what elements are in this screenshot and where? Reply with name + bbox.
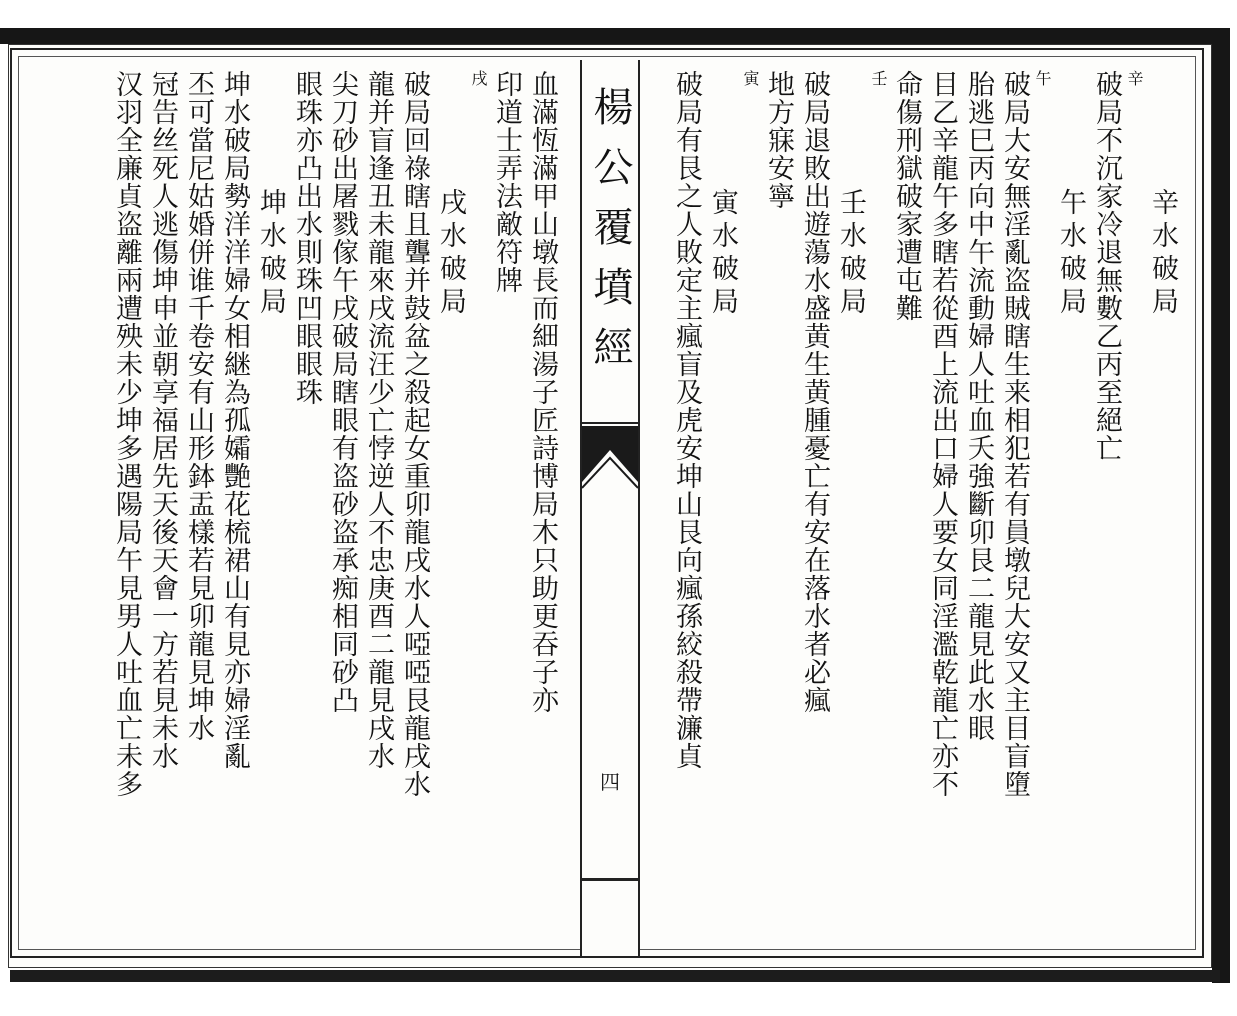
- fold-rule-bottom: [582, 878, 638, 881]
- text-column: 龍并盲逢丑未龍來戌流汪少亡悖逆人不忠庚酉二龍見戌水: [363, 70, 394, 770]
- margin-note: 午: [1033, 70, 1052, 87]
- margin-note: 戌: [469, 70, 488, 87]
- text-column: 丕可當尼姑婚併谁千卷安有山形鉢盂樣若見卯龍見坤水: [183, 70, 214, 742]
- fishtail-mark: [582, 422, 638, 512]
- text-column: 破局大安無淫亂盗賊瞎生来相犯若有員墩兒大安又主目盲墮: [999, 70, 1030, 798]
- text-column: 目乙辛龍午多瞎若從酉上流出口婦人要女同淫濫乾龍亡亦不: [927, 70, 958, 798]
- text-column: 血滿恆滿甲山墩長而細湯子匠詩博局木只助更吞子亦: [527, 70, 558, 714]
- book-title: 楊公覆墳經: [587, 86, 633, 386]
- margin-note: 壬: [869, 70, 888, 87]
- text-column: 命傷刑獄破家遭屯難: [891, 70, 922, 322]
- section-heading-xin: 辛水破局: [1147, 188, 1178, 320]
- book-title-block: [582, 70, 638, 410]
- text-column: 冠告丝死人逃傷坤申並朝享福居先天後天會一方若見未水: [147, 70, 178, 770]
- right-page-text: [660, 70, 1180, 940]
- text-column: 破局有艮之人敗定主瘋盲及虎安坤山艮向瘋孫絞殺帶濂貞: [671, 70, 702, 770]
- section-heading-kun: 坤水破局: [255, 188, 286, 320]
- section-heading-yin: 寅水破局: [707, 188, 738, 320]
- scan-shadow-bottom: [10, 970, 1220, 982]
- text-column: 破局不沉家冷退無數乙丙至絕亡: [1091, 70, 1122, 462]
- text-column: 地方寐安寧: [763, 70, 794, 210]
- scan-shadow-right: [1212, 28, 1230, 983]
- scan-shadow-top: [0, 28, 1222, 44]
- margin-note: 辛: [1125, 70, 1144, 87]
- section-heading-xu: 戌水破局: [435, 188, 466, 320]
- text-column: 坤水破局勢洋洋婦女相継為孤孀艷花梳裙山有見亦婦淫亂: [219, 70, 250, 770]
- page-number: 四: [600, 770, 620, 794]
- section-heading-wu: 午水破局: [1055, 188, 1086, 320]
- text-column: 胎逃巳丙向中午流動婦人吐血夭強斷卯艮二龍見此水眼: [963, 70, 994, 742]
- margin-note: 寅: [741, 70, 760, 87]
- text-column: 印道士弄法敵符牌: [491, 70, 522, 294]
- page-fold-center: [580, 60, 640, 956]
- text-column: 汉羽全廉貞盗離兩遭殃未少坤多遇陽局午見男人吐血亡未多: [111, 70, 142, 798]
- text-column: 眼珠亦凸出水則珠凹眼眼珠: [291, 70, 322, 406]
- left-page-text: [40, 70, 560, 940]
- section-heading-ren: 壬水破局: [835, 188, 866, 320]
- text-column: 破局回祿瞎且聾并鼓盆之殺起女重卯龍戌水人啞啞艮龍戌水: [399, 70, 430, 798]
- text-column: 尖刀砂出屠戮傢午戌破局瞎眼有盗砂盗承痴相同砂凸: [327, 70, 358, 714]
- text-column: 破局退敗出遊蕩水盛黄生黄腫憂亡有安在落水者必瘋: [799, 70, 830, 714]
